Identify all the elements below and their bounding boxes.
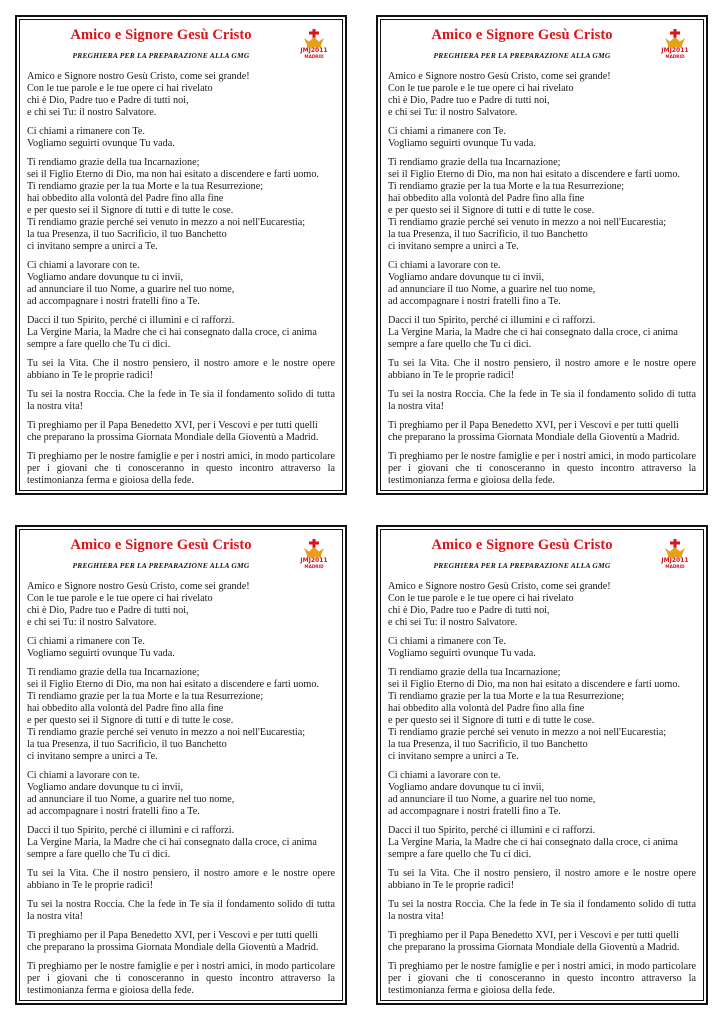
prayer-line: Vogliamo andare dovunque tu ci invii, (27, 782, 183, 793)
prayer-line: Ci chiami a rimanere con Te. (388, 126, 506, 137)
prayer-stanza (27, 899, 335, 923)
logo-text: JMJ2011 (661, 557, 689, 564)
prayer-line: e chi sei Tu: il nostro Salvatore. (388, 617, 518, 628)
prayer-line: hai obbedito alla volontà del Padre fino alla fine (388, 193, 585, 204)
card-bottom-right (376, 525, 708, 1005)
prayer-stanza (27, 667, 335, 763)
prayer-line: ad accompagnare i nostri fratelli fino a Te. (388, 296, 561, 307)
prayer-line: attraverso la testimonianza ferma e gioiosa della fede. (27, 973, 335, 996)
prayer-stanza (388, 389, 696, 413)
prayer-line: Ti rendiamo grazie della tua Incarnazione; (388, 667, 561, 678)
prayer-line: Ci chiami a lavorare con te. (388, 770, 501, 781)
prayer-subtitle: PREGHIERA PER LA PREPARAZIONE ALLA GMG (433, 561, 611, 570)
prayer-stanza (388, 358, 696, 382)
prayer-line: sei il Figlio Eterno di Dio, ma non hai esitato a discendere e farti uomo. (388, 679, 680, 690)
card-content (27, 535, 335, 997)
logo-subtext: MADRID (665, 54, 685, 59)
prayer-line: Ti preghiamo per le nostre famiglie e per i nostri amici, in modo (27, 451, 289, 462)
prayer-line: Ci chiami a rimanere con Te. (388, 636, 506, 647)
prayer-line: Con le tue parole e le tue opere ci hai rivelato (388, 83, 574, 94)
prayer-line: abbiano in Te le proprie radici! (388, 880, 515, 891)
crown-cross-logo-icon (299, 539, 329, 559)
prayer-stanza (388, 961, 696, 997)
prayer-line: ad annunciare il tuo Nome, a guarire nel tuo nome, (27, 284, 235, 295)
prayer-line: Con le tue parole e le tue opere ci hai rivelato (27, 593, 213, 604)
prayer-line: ad accompagnare i nostri fratelli fino a Te. (27, 806, 200, 817)
prayer-line: la tua Presenza, il tuo Sacrificio, il tuo Banchetto (388, 229, 588, 240)
prayer-stanza (27, 451, 335, 487)
prayer-line: sei il Figlio Eterno di Dio, ma non hai esitato a discendere e farti uomo. (27, 169, 319, 180)
logo-text: JMJ2011 (661, 47, 689, 54)
prayer-stanza (27, 930, 335, 954)
prayer-line: Ti rendiamo grazie perché sei venuto in mezzo a noi nell'Eucarestia; (388, 727, 667, 738)
prayer-line: Ti preghiamo per il Papa Benedetto XVI, per i Vescovi e per tutti quelli (27, 420, 318, 431)
prayer-line: Ti rendiamo grazie perché sei venuto in mezzo a noi nell'Eucarestia; (388, 217, 667, 228)
prayer-line: che preparano la prossima Giornata Mondiale della Gioventù a Madrid. (27, 432, 319, 443)
prayer-line: hai obbedito alla volontà del Padre fino alla fine (27, 703, 224, 714)
prayer-line: Ti rendiamo grazie perché sei venuto in mezzo a noi nell'Eucarestia; (27, 217, 306, 228)
prayer-line: Ti preghiamo per il Papa Benedetto XVI, per i Vescovi e per tutti quelli (388, 420, 679, 431)
prayer-line: Ti preghiamo per il Papa Benedetto XVI, per i Vescovi e per tutti quelli (388, 930, 679, 941)
prayer-body (388, 581, 696, 1004)
prayer-line: particolare per i giovani che ti conosceranno in questo incontro (388, 451, 697, 474)
crown-cross-logo-icon (660, 539, 690, 559)
prayer-stanza (388, 868, 696, 892)
prayer-line: abbiano in Te le proprie radici! (27, 370, 154, 381)
prayer-line: Vogliamo seguirti ovunque Tu vada. (27, 648, 175, 659)
prayer-body (388, 71, 696, 494)
card-bottom-left (15, 525, 347, 1005)
logo-subtext: MADRID (304, 564, 324, 569)
prayer-body (27, 581, 335, 1004)
prayer-line: sei il Figlio Eterno di Dio, ma non hai esitato a discendere e farti uomo. (27, 679, 319, 690)
prayer-line: Ci chiami a rimanere con Te. (27, 636, 145, 647)
logo-text: JMJ2011 (300, 47, 328, 54)
prayer-stanza (27, 961, 335, 997)
jmj-logo (660, 29, 690, 69)
prayer-stanza (27, 157, 335, 253)
prayer-stanza (27, 581, 335, 629)
prayer-line: Dacci il tuo Spirito, perché ci illumini e ci rafforzi. (388, 315, 596, 326)
prayer-line: ad accompagnare i nostri fratelli fino a Te. (388, 806, 561, 817)
prayer-stanza (388, 420, 696, 444)
prayer-line: Vogliamo seguirti ovunque Tu vada. (27, 138, 175, 149)
prayer-stanza (388, 899, 696, 923)
prayer-line: Ti preghiamo per il Papa Benedetto XVI, per i Vescovi e per tutti quelli (27, 930, 318, 941)
logo-subtext: MADRID (304, 54, 324, 59)
prayer-line: Ci chiami a lavorare con te. (27, 770, 140, 781)
prayer-line: abbiano in Te le proprie radici! (27, 880, 154, 891)
card-top-left (15, 15, 347, 495)
prayer-line: e per questo sei il Signore di tutti e di tutte le cose. (27, 205, 234, 216)
prayer-line: chi è Dio, Padre tuo e Padre di tutti noi, (388, 95, 550, 106)
prayer-stanza (388, 825, 696, 861)
prayer-line: La Vergine Maria, la Madre che ci hai consegnato dalla croce, ci anima (388, 327, 678, 338)
prayer-line: Con le tue parole e le tue opere ci hai rivelato (388, 593, 574, 604)
prayer-stanza (388, 770, 696, 818)
prayer-line: Ti rendiamo grazie per la tua Morte e la tua Resurrezione; (27, 181, 264, 192)
prayer-line: particolare per i giovani che ti conosceranno in questo incontro (388, 961, 697, 984)
prayer-line: che preparano la prossima Giornata Mondiale della Gioventù a Madrid. (388, 942, 680, 953)
prayer-line: e chi sei Tu: il nostro Salvatore. (27, 107, 157, 118)
logo-text: JMJ2011 (300, 557, 328, 564)
jmj-logo (299, 539, 329, 579)
prayer-title: Amico e Signore Gesù Cristo (431, 537, 613, 553)
prayer-line: Ti rendiamo grazie per la tua Morte e la tua Resurrezione; (388, 691, 625, 702)
prayer-line: Amico e Signore nostro Gesù Cristo, come sei grande! (388, 71, 611, 82)
prayer-stanza (27, 315, 335, 351)
prayer-line: attraverso la testimonianza ferma e gioiosa della fede. (27, 463, 335, 486)
prayer-line: Dacci il tuo Spirito, perché ci illumini e ci rafforzi. (388, 825, 596, 836)
prayer-line: e per questo sei il Signore di tutti e di tutte le cose. (388, 715, 595, 726)
prayer-line: Tu sei la Vita. Che il nostro pensiero, il nostro amore e le nostre opere (27, 358, 335, 369)
prayer-stanza (388, 636, 696, 660)
prayer-line: Vogliamo andare dovunque tu ci invii, (27, 272, 183, 283)
prayer-line: attraverso la testimonianza ferma e gioiosa della fede. (388, 973, 696, 996)
prayer-line: Ti rendiamo grazie della tua Incarnazione; (27, 157, 200, 168)
prayer-subtitle: PREGHIERA PER LA PREPARAZIONE ALLA GMG (433, 51, 611, 60)
prayer-stanza (388, 930, 696, 954)
prayer-line: Ci chiami a lavorare con te. (388, 260, 501, 271)
prayer-line: Amico e Signore nostro Gesù Cristo, come sei grande! (27, 71, 250, 82)
prayer-line: Ti rendiamo grazie per la tua Morte e la tua Resurrezione; (388, 181, 625, 192)
prayer-line: la tua Presenza, il tuo Sacrificio, il tuo Banchetto (388, 739, 588, 750)
prayer-line: Ti preghiamo per le nostre famiglie e per i nostri amici, in modo (27, 961, 289, 972)
prayer-line: Amico e Signore nostro Gesù Cristo, come sei grande! (27, 581, 250, 592)
prayer-line: Ti preghiamo per le nostre famiglie e per i nostri amici, in modo (388, 961, 650, 972)
prayer-line: Tu sei la nostra Roccia. Che la fede in Te sia il fondamento solido di (27, 899, 314, 910)
prayer-line: La Vergine Maria, la Madre che ci hai consegnato dalla croce, ci anima (27, 327, 317, 338)
prayer-line: ci invitano sempre a unirci a Te. (388, 241, 519, 252)
prayer-line: Dacci il tuo Spirito, perché ci illumini e ci rafforzi. (27, 315, 235, 326)
prayer-line: Ti rendiamo grazie perché sei venuto in mezzo a noi nell'Eucarestia; (27, 727, 306, 738)
prayer-stanza (27, 868, 335, 892)
prayer-line: tutta la nostra vita! (388, 899, 697, 922)
prayer-line: Vogliamo seguirti ovunque Tu vada. (388, 138, 536, 149)
crown-cross-logo-icon (299, 29, 329, 49)
prayer-line: Tu sei la nostra Roccia. Che la fede in Te sia il fondamento solido di (388, 899, 675, 910)
prayer-line: abbiano in Te le proprie radici! (388, 370, 515, 381)
prayer-line: e per questo sei il Signore di tutti e di tutte le cose. (388, 205, 595, 216)
prayer-stanza (27, 126, 335, 150)
prayer-line: sempre a fare quello che Tu ci dici. (27, 849, 171, 860)
prayer-line: sempre a fare quello che Tu ci dici. (388, 849, 532, 860)
prayer-line: particolare per i giovani che ti conosceranno in questo incontro (27, 451, 336, 474)
prayer-line: Ti rendiamo grazie della tua Incarnazione; (27, 667, 200, 678)
prayer-line: Ci chiami a rimanere con Te. (27, 126, 145, 137)
prayer-line: chi è Dio, Padre tuo e Padre di tutti noi, (27, 605, 189, 616)
prayer-line: Dacci il tuo Spirito, perché ci illumini e ci rafforzi. (27, 825, 235, 836)
card-content (27, 25, 335, 487)
prayer-line: particolare per i giovani che ti conosceranno in questo incontro (27, 961, 336, 984)
prayer-line: tutta la nostra vita! (27, 899, 336, 922)
prayer-line: ci invitano sempre a unirci a Te. (388, 751, 519, 762)
prayer-line: ad annunciare il tuo Nome, a guarire nel tuo nome, (388, 794, 596, 805)
prayer-stanza (388, 71, 696, 119)
prayer-title: Amico e Signore Gesù Cristo (70, 537, 252, 553)
prayer-subtitle: PREGHIERA PER LA PREPARAZIONE ALLA GMG (72, 51, 250, 60)
prayer-title: Amico e Signore Gesù Cristo (70, 27, 252, 43)
prayer-line: attraverso la testimonianza ferma e gioiosa della fede. (388, 463, 696, 486)
prayer-stanza (388, 126, 696, 150)
prayer-line: ci invitano sempre a unirci a Te. (27, 241, 158, 252)
prayer-line: tutta la nostra vita! (388, 389, 697, 412)
prayer-stanza (388, 451, 696, 487)
prayer-line: Amico e Signore nostro Gesù Cristo, come sei grande! (388, 581, 611, 592)
prayer-line: Ci chiami a lavorare con te. (27, 260, 140, 271)
prayer-line: e chi sei Tu: il nostro Salvatore. (388, 107, 518, 118)
prayer-stanza (27, 358, 335, 382)
prayer-line: Tu sei la Vita. Che il nostro pensiero, il nostro amore e le nostre opere (388, 358, 696, 369)
card-content (388, 535, 696, 997)
prayer-stanza (27, 389, 335, 413)
card-top-right (376, 15, 708, 495)
logo-subtext: MADRID (665, 564, 685, 569)
prayer-line: sempre a fare quello che Tu ci dici. (27, 339, 171, 350)
prayer-stanza (388, 667, 696, 763)
prayer-line: che preparano la prossima Giornata Mondiale della Gioventù a Madrid. (388, 432, 680, 443)
prayer-line: che preparano la prossima Giornata Mondiale della Gioventù a Madrid. (27, 942, 319, 953)
prayer-line: Tu sei la Vita. Che il nostro pensiero, il nostro amore e le nostre opere (27, 868, 335, 879)
prayer-line: Vogliamo seguirti ovunque Tu vada. (388, 648, 536, 659)
prayer-line: sei il Figlio Eterno di Dio, ma non hai esitato a discendere e farti uomo. (388, 169, 680, 180)
prayer-stanza (27, 420, 335, 444)
prayer-line: tutta la nostra vita! (27, 389, 336, 412)
prayer-line: Tu sei la Vita. Che il nostro pensiero, il nostro amore e le nostre opere (388, 868, 696, 879)
prayer-body (27, 71, 335, 494)
prayer-line: e per questo sei il Signore di tutti e di tutte le cose. (27, 715, 234, 726)
prayer-stanza (388, 581, 696, 629)
prayer-line: hai obbedito alla volontà del Padre fino alla fine (27, 193, 224, 204)
prayer-line: La Vergine Maria, la Madre che ci hai consegnato dalla croce, ci anima (388, 837, 678, 848)
jmj-logo (660, 539, 690, 579)
prayer-stanza (388, 260, 696, 308)
prayer-stanza (388, 157, 696, 253)
prayer-line: chi è Dio, Padre tuo e Padre di tutti noi, (388, 605, 550, 616)
prayer-stanza (388, 315, 696, 351)
prayer-line: La Vergine Maria, la Madre che ci hai consegnato dalla croce, ci anima (27, 837, 317, 848)
prayer-line: e chi sei Tu: il nostro Salvatore. (27, 617, 157, 628)
prayer-line: ad annunciare il tuo Nome, a guarire nel tuo nome, (388, 284, 596, 295)
card-content (388, 25, 696, 487)
prayer-line: la tua Presenza, il tuo Sacrificio, il tuo Banchetto (27, 229, 227, 240)
prayer-line: Con le tue parole e le tue opere ci hai rivelato (27, 83, 213, 94)
prayer-stanza (27, 825, 335, 861)
prayer-line: ad accompagnare i nostri fratelli fino a Te. (27, 296, 200, 307)
prayer-line: ad annunciare il tuo Nome, a guarire nel tuo nome, (27, 794, 235, 805)
prayer-subtitle: PREGHIERA PER LA PREPARAZIONE ALLA GMG (72, 561, 250, 570)
prayer-line: Ti rendiamo grazie per la tua Morte e la tua Resurrezione; (27, 691, 264, 702)
prayer-line: chi è Dio, Padre tuo e Padre di tutti noi, (27, 95, 189, 106)
jmj-logo (299, 29, 329, 69)
crown-cross-logo-icon (660, 29, 690, 49)
prayer-line: Tu sei la nostra Roccia. Che la fede in Te sia il fondamento solido di (388, 389, 675, 400)
prayer-line: Vogliamo andare dovunque tu ci invii, (388, 272, 544, 283)
prayer-line: Vogliamo andare dovunque tu ci invii, (388, 782, 544, 793)
prayer-stanza (27, 71, 335, 119)
prayer-line: hai obbedito alla volontà del Padre fino alla fine (388, 703, 585, 714)
prayer-stanza (27, 260, 335, 308)
prayer-line: ci invitano sempre a unirci a Te. (27, 751, 158, 762)
prayer-line: Ti preghiamo per le nostre famiglie e per i nostri amici, in modo (388, 451, 650, 462)
prayer-stanza (27, 636, 335, 660)
prayer-line: Ti rendiamo grazie della tua Incarnazione; (388, 157, 561, 168)
prayer-line: Tu sei la nostra Roccia. Che la fede in Te sia il fondamento solido di (27, 389, 314, 400)
prayer-line: sempre a fare quello che Tu ci dici. (388, 339, 532, 350)
prayer-stanza (27, 770, 335, 818)
prayer-title: Amico e Signore Gesù Cristo (431, 27, 613, 43)
prayer-line: la tua Presenza, il tuo Sacrificio, il tuo Banchetto (27, 739, 227, 750)
